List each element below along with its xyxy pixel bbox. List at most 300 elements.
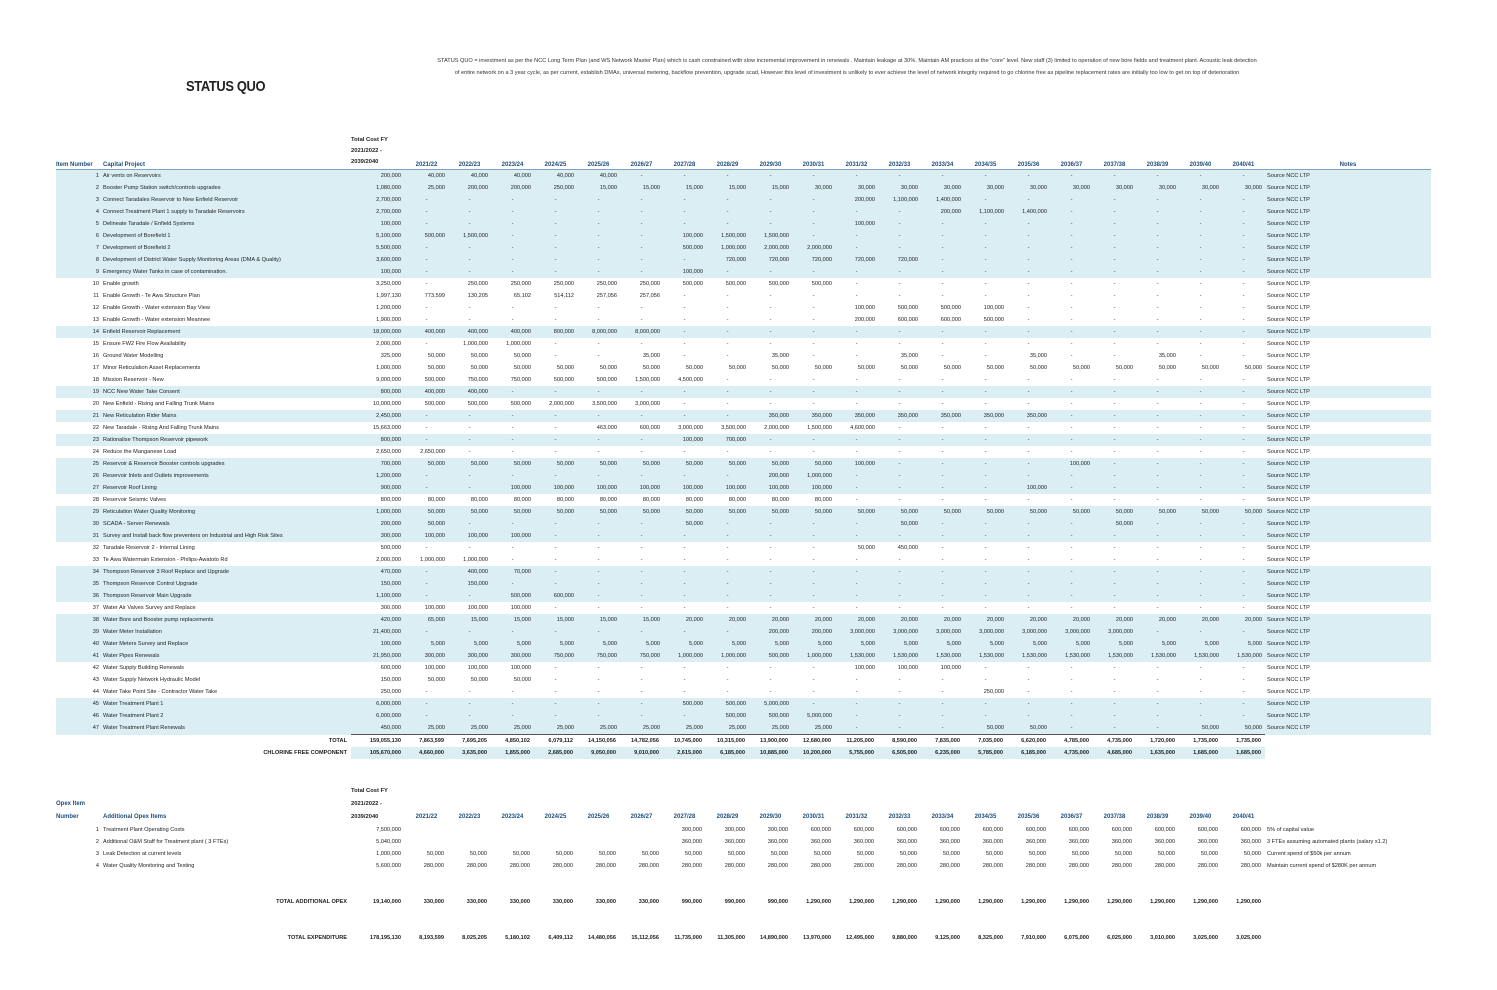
header-year: 2034/35: [974, 814, 997, 820]
total-expenditure-row-blank: [1265, 932, 1431, 944]
year-value: 400,000: [491, 326, 534, 338]
year-value: 50,000: [878, 518, 921, 530]
year-value: -: [855, 377, 858, 383]
year-value: -: [964, 710, 1007, 722]
total-additional-opex-row-total: 19,140,000: [373, 899, 401, 905]
year-value: 5,000: [1222, 638, 1265, 650]
opex-year-value: 360,000: [1068, 839, 1089, 845]
year-value: -: [554, 449, 557, 455]
year-value: 50,000: [1222, 506, 1265, 518]
opex-year-value: [405, 824, 448, 836]
year-value: 50,000: [857, 545, 875, 551]
year-value: -: [1136, 458, 1179, 470]
description-line: of entire network on a 3 year cycle, as per current, establish DMAs, universal metering, backflow prevention, upgrade scad, However this level of investment is unlikely to ever achieve the level of network integrity required to go chlorine free as pipeline replacement rates are initially too low to get on top of deterioration: [454, 70, 1240, 76]
year-value: -: [1222, 218, 1265, 230]
total-row-year-value: 4,785,000: [1050, 735, 1093, 748]
year-value: -: [405, 566, 448, 578]
header-item-number: Item Number: [56, 135, 103, 170]
capital-row: [56, 422, 1431, 434]
year-value: 500,000: [706, 710, 749, 722]
year-value: -: [792, 518, 835, 530]
project-name: Water Meters Survey and Replace: [103, 638, 351, 650]
year-value: -: [855, 677, 858, 683]
year-value: -: [620, 230, 663, 242]
year-value: -: [491, 230, 534, 242]
header-year: 2027/28: [673, 814, 696, 820]
year-value: -: [448, 242, 491, 254]
header-notes: Notes: [1265, 135, 1431, 170]
project-note: Source NCC LTP: [1267, 605, 1310, 611]
item-number: 38: [56, 614, 103, 626]
opex-year-value: 600,000: [939, 827, 960, 833]
year-value: -: [1222, 410, 1265, 422]
year-value: -: [534, 626, 577, 638]
year-value: -: [1027, 305, 1030, 311]
total-cost: 300,000: [351, 530, 405, 542]
year-value: -: [855, 401, 858, 407]
year-value: -: [448, 482, 491, 494]
year-value: -: [425, 341, 428, 347]
year-value: 3,000,000: [921, 626, 964, 638]
item-number: 2: [56, 182, 103, 194]
year-value: -: [534, 194, 577, 206]
project-name: Taradale Reservoir 2 - Internal Lining: [103, 545, 195, 551]
chlorine-free-row-year-value: 6,235,000: [921, 747, 964, 759]
chlorine-free-row-year-value: 4,685,000: [1093, 747, 1136, 759]
year-value: -: [448, 266, 491, 278]
opex-year-value: 360,000: [724, 839, 745, 845]
year-value: 1,100,000: [964, 206, 1007, 218]
year-value: -: [792, 434, 835, 446]
year-value: 1,500,000: [749, 230, 792, 242]
project-note: Source NCC LTP: [1265, 206, 1431, 218]
year-value: 100,000: [405, 530, 448, 542]
year-value: -: [1070, 341, 1073, 347]
total-cost: 450,000: [351, 722, 405, 735]
year-value: -: [448, 626, 491, 638]
chlorine-free-row-year-value: 4,660,000: [405, 747, 448, 759]
year-value: -: [620, 470, 663, 482]
opex-year-value: 50,000: [641, 851, 659, 857]
total-expenditure-row-year-value: 11,735,000: [674, 935, 702, 941]
opex-item-number: 3: [95, 851, 99, 857]
year-value: 4,600,000: [850, 425, 875, 431]
year-value: 1,400,000: [921, 194, 964, 206]
year-value: -: [534, 578, 577, 590]
year-value: -: [726, 689, 729, 695]
year-value: 1,000,000: [420, 557, 445, 563]
year-value: -: [1070, 305, 1073, 311]
year-value: 400,000: [405, 326, 448, 338]
total-expenditure-row-year-value: 3,025,000: [1236, 935, 1261, 941]
year-value: -: [597, 449, 600, 455]
year-value: 100,000: [510, 605, 531, 611]
spacer-cell: [56, 872, 1431, 896]
year-value: -: [491, 578, 534, 590]
year-value: 100,000: [1007, 482, 1050, 494]
project-name: Reservoir Seismic Valves: [103, 497, 166, 503]
total-row-label: TOTAL: [328, 737, 347, 744]
year-value: -: [554, 305, 557, 311]
year-value: -: [726, 353, 729, 359]
year-value: 100,000: [448, 530, 491, 542]
year-value: -: [577, 410, 620, 422]
item-number: 24: [92, 449, 99, 455]
year-value: 50,000: [534, 458, 577, 470]
year-value: -: [706, 218, 749, 230]
year-value: -: [878, 218, 921, 230]
opex-year-value: 50,000: [1071, 851, 1089, 857]
year-value: -: [554, 665, 557, 671]
year-value: 3,000,000: [635, 401, 660, 407]
year-value: -: [898, 401, 901, 407]
year-value: -: [405, 470, 448, 482]
year-value: 80,000: [642, 497, 660, 503]
year-value: -: [1093, 458, 1136, 470]
year-value: -: [597, 353, 600, 359]
year-value: -: [534, 710, 577, 722]
year-value: 3,500,000: [721, 425, 746, 431]
year-value: -: [1113, 401, 1116, 407]
year-value: -: [921, 266, 964, 278]
year-value: 600,000: [534, 590, 577, 602]
year-value: 50,000: [427, 677, 445, 683]
year-value: -: [749, 206, 792, 218]
year-value: -: [405, 590, 448, 602]
year-value: -: [1179, 482, 1222, 494]
year-value: -: [921, 470, 964, 482]
year-value: -: [554, 545, 557, 551]
project-note: Source NCC LTP: [1265, 638, 1431, 650]
year-value: -: [1050, 518, 1093, 530]
total-cost: 3,600,000: [351, 254, 405, 266]
year-value: -: [769, 341, 772, 347]
project-name: Booster Pump Station switch/controls upgrades: [103, 182, 351, 194]
year-value: 2,650,000: [420, 449, 445, 455]
year-value: -: [405, 578, 448, 590]
total-expenditure-row-year-value: 5,180,102: [505, 935, 530, 941]
year-value: -: [1222, 386, 1265, 398]
year-value: -: [812, 605, 815, 611]
year-value: 500,000: [725, 281, 746, 287]
opex-year-value: 280,000: [1111, 863, 1132, 869]
year-value: -: [792, 698, 835, 710]
year-value: -: [941, 401, 944, 407]
capital-row: [56, 242, 1431, 254]
year-value: -: [1070, 689, 1073, 695]
year-value: -: [898, 677, 901, 683]
project-note: Source NCC LTP: [1265, 650, 1431, 662]
project-note: Source NCC LTP: [1267, 689, 1310, 695]
year-value: 50,000: [706, 458, 749, 470]
year-value: -: [1222, 254, 1265, 266]
total-cost: 420,000: [351, 614, 405, 626]
year-value: -: [792, 194, 835, 206]
year-value: 8,000,000: [577, 326, 620, 338]
year-value: -: [1093, 710, 1136, 722]
year-value: -: [1222, 242, 1265, 254]
year-value: -: [577, 242, 620, 254]
year-value: 257,056: [596, 293, 617, 299]
year-value: 2,000,000: [792, 242, 835, 254]
year-value: 50,000: [1007, 722, 1050, 735]
year-value: -: [984, 557, 987, 563]
year-value: -: [491, 242, 534, 254]
year-value: 257,056: [639, 293, 660, 299]
year-value: -: [1156, 425, 1159, 431]
project-name: Enable Growth - Water extension Bay View: [103, 305, 210, 311]
year-value: -: [1199, 317, 1202, 323]
project-name: Thompson Reservoir 3 Roof Replace and Upgrade: [103, 566, 351, 578]
year-value: -: [1007, 434, 1050, 446]
year-value: 1,100,000: [878, 194, 921, 206]
total-cost: 100,000: [351, 266, 405, 278]
year-value: -: [1242, 557, 1245, 563]
year-value: -: [921, 254, 964, 266]
year-value: 100,000: [467, 665, 488, 671]
year-value: 80,000: [556, 497, 574, 503]
year-value: -: [1050, 566, 1093, 578]
year-value: -: [941, 425, 944, 431]
year-value: -: [577, 206, 620, 218]
project-name: Water Air Valves Survey and Replace: [103, 605, 196, 611]
header-year: 2028/29: [706, 135, 749, 170]
header-year: 2038/39: [1136, 135, 1179, 170]
year-value: 100,000: [706, 482, 749, 494]
year-value: -: [964, 242, 1007, 254]
year-value: -: [878, 458, 921, 470]
opex-year-value: 50,000: [856, 851, 874, 857]
year-value: -: [1199, 545, 1202, 551]
year-value: -: [1156, 377, 1159, 383]
project-note: Source NCC LTP: [1267, 545, 1310, 551]
year-value: 35,000: [900, 353, 918, 359]
project-name: Reduce the Manganese Load: [103, 449, 177, 455]
year-value: -: [1070, 293, 1073, 299]
year-value: -: [749, 218, 792, 230]
year-value: -: [448, 434, 491, 446]
project-note: Source NCC LTP: [1267, 305, 1310, 311]
year-value: -: [1050, 710, 1093, 722]
year-value: -: [425, 545, 428, 551]
year-value: -: [1050, 470, 1093, 482]
opex-year-value: 50,000: [1157, 851, 1175, 857]
year-value: 1,530,000: [878, 650, 921, 662]
opex-year-value: [534, 836, 577, 848]
year-value: -: [835, 242, 878, 254]
year-value: -: [1050, 590, 1093, 602]
item-number: 1: [56, 170, 103, 183]
project-name: Water Supply Building Renewals: [103, 665, 184, 671]
year-value: 40,000: [491, 170, 534, 183]
year-value: -: [855, 557, 858, 563]
year-value: 30,000: [1093, 182, 1136, 194]
year-value: -: [663, 710, 706, 722]
chlorine-free-row-year-value: 1,635,000: [1136, 747, 1179, 759]
year-value: -: [1222, 482, 1265, 494]
total-additional-opex-row-year-value: 990,000: [724, 899, 745, 905]
opex-year-value: 50,000: [727, 851, 745, 857]
year-value: -: [1027, 401, 1030, 407]
year-value: 5,000,000: [792, 710, 835, 722]
total-row-year-value: 1,735,000: [1222, 735, 1265, 748]
header-year: 2033/34: [931, 814, 954, 820]
total-cost: 800,000: [351, 434, 405, 446]
year-value: -: [812, 353, 815, 359]
total-additional-opex-row-blank: [1265, 896, 1431, 908]
year-value: 50,000: [921, 506, 964, 518]
total-additional-opex-row-year-value: 1,290,000: [1021, 899, 1046, 905]
chlorine-free-row-year-value: 9,010,000: [620, 747, 663, 759]
year-value: -: [792, 386, 835, 398]
year-value: 600,000: [639, 425, 660, 431]
total-additional-opex-row-label: TOTAL ADDITIONAL OPEX: [276, 899, 347, 905]
item-number: 44: [92, 689, 99, 695]
total-expenditure-row: [56, 932, 1431, 944]
opex-year-value: 600,000: [982, 827, 1003, 833]
year-value: -: [1113, 293, 1116, 299]
header-total-cost-line: 2039/2040: [351, 159, 379, 165]
opex-year-value: [491, 836, 534, 848]
year-value: -: [640, 557, 643, 563]
opex-year-value: 600,000: [810, 827, 831, 833]
year-value: -: [1222, 326, 1265, 338]
year-value: -: [898, 281, 901, 287]
year-value: -: [1156, 293, 1159, 299]
year-value: -: [640, 665, 643, 671]
year-value: 500,000: [749, 710, 792, 722]
item-number: 27: [56, 482, 103, 494]
year-value: -: [1113, 449, 1116, 455]
capital-row: [56, 206, 1431, 218]
total-additional-opex-row-year-value: 1,290,000: [1107, 899, 1132, 905]
year-value: -: [1007, 170, 1050, 183]
year-value: -: [964, 566, 1007, 578]
year-value: -: [1222, 266, 1265, 278]
year-value: -: [792, 566, 835, 578]
item-number: 46: [56, 710, 103, 722]
project-name: Mission Reservoir - New: [103, 377, 164, 383]
opex-year-value: 50,000: [1114, 851, 1132, 857]
year-value: 1,530,000: [964, 650, 1007, 662]
year-value: -: [577, 530, 620, 542]
header-opex-total-cost: [351, 785, 405, 824]
opex-year-value: 280,000: [509, 863, 530, 869]
total-row-year-value: 10,315,000: [706, 735, 749, 748]
year-value: -: [1050, 218, 1093, 230]
opex-total-cost: 7,500,000: [376, 827, 401, 833]
total-cost: 21,400,000: [351, 626, 405, 638]
year-value: -: [468, 317, 471, 323]
year-value: -: [683, 605, 686, 611]
year-value: -: [984, 401, 987, 407]
capital-row: [56, 482, 1431, 494]
year-value: -: [1222, 434, 1265, 446]
project-note: Source NCC LTP: [1267, 449, 1310, 455]
project-note: Source NCC LTP: [1265, 698, 1431, 710]
year-value: -: [1136, 482, 1179, 494]
total-cost: 1,000,000: [376, 365, 401, 371]
year-value: 20,000: [1050, 614, 1093, 626]
total-row-year-value: 7,863,599: [405, 735, 448, 748]
year-value: -: [1113, 353, 1116, 359]
year-value: -: [1050, 170, 1093, 183]
year-value: 100,000: [510, 665, 531, 671]
year-value: -: [1093, 578, 1136, 590]
year-value: -: [812, 545, 815, 551]
opex-year-value: 50,000: [942, 851, 960, 857]
year-value: -: [921, 458, 964, 470]
year-value: -: [921, 590, 964, 602]
year-value: -: [620, 266, 663, 278]
item-number: 19: [56, 386, 103, 398]
year-value: 100,000: [940, 665, 961, 671]
header-year: 2022/23: [448, 135, 491, 170]
year-value: -: [726, 605, 729, 611]
total-additional-opex-row-year-value: 990,000: [767, 899, 788, 905]
year-value: 80,000: [771, 497, 789, 503]
year-value: -: [1199, 281, 1202, 287]
year-value: 30,000: [835, 182, 878, 194]
year-value: -: [663, 254, 706, 266]
year-value: -: [1156, 317, 1159, 323]
year-value: -: [835, 590, 878, 602]
year-value: -: [941, 341, 944, 347]
year-value: -: [468, 689, 471, 695]
year-value: -: [878, 578, 921, 590]
year-value: -: [1242, 545, 1245, 551]
total-row-year-value: 7,835,000: [921, 735, 964, 748]
year-value: -: [1136, 194, 1179, 206]
header-opex-total-cost-line: 2021/2022 -: [351, 801, 382, 807]
opex-year-value: 280,000: [896, 863, 917, 869]
item-number: 17: [92, 365, 99, 371]
year-value: -: [1093, 698, 1136, 710]
year-value: -: [812, 305, 815, 311]
chlorine-free-row: [56, 747, 1431, 759]
capital-row: [56, 410, 1431, 422]
opex-row: [56, 848, 1431, 860]
year-value: -: [405, 410, 448, 422]
capital-row: [56, 662, 1431, 674]
year-value: -: [1179, 434, 1222, 446]
year-value: -: [1222, 626, 1265, 638]
year-value: 50,000: [577, 458, 620, 470]
item-number: 14: [56, 326, 103, 338]
capital-row: [56, 494, 1431, 506]
total-cost: 200,000: [351, 518, 405, 530]
total-expenditure-row-year-value: 9,125,000: [935, 935, 960, 941]
opex-year-value: [448, 824, 491, 836]
year-value: 50,000: [749, 506, 792, 518]
year-value: -: [1007, 530, 1050, 542]
year-value: -: [1050, 194, 1093, 206]
header-total-cost-line: 2021/2022 -: [351, 148, 382, 154]
capital-row: [56, 542, 1431, 554]
year-value: -: [640, 449, 643, 455]
year-value: -: [769, 665, 772, 671]
opex-year-value: [448, 836, 491, 848]
year-value: -: [1113, 545, 1116, 551]
opex-year-value: [620, 836, 663, 848]
year-value: -: [1007, 566, 1050, 578]
total-row: [56, 735, 1431, 748]
project-note: Source NCC LTP: [1265, 434, 1431, 446]
year-value: 30,000: [1222, 182, 1265, 194]
header-year: 2024/25: [534, 135, 577, 170]
year-value: 20,000: [663, 614, 706, 626]
header-year: 2030/31: [802, 814, 825, 820]
